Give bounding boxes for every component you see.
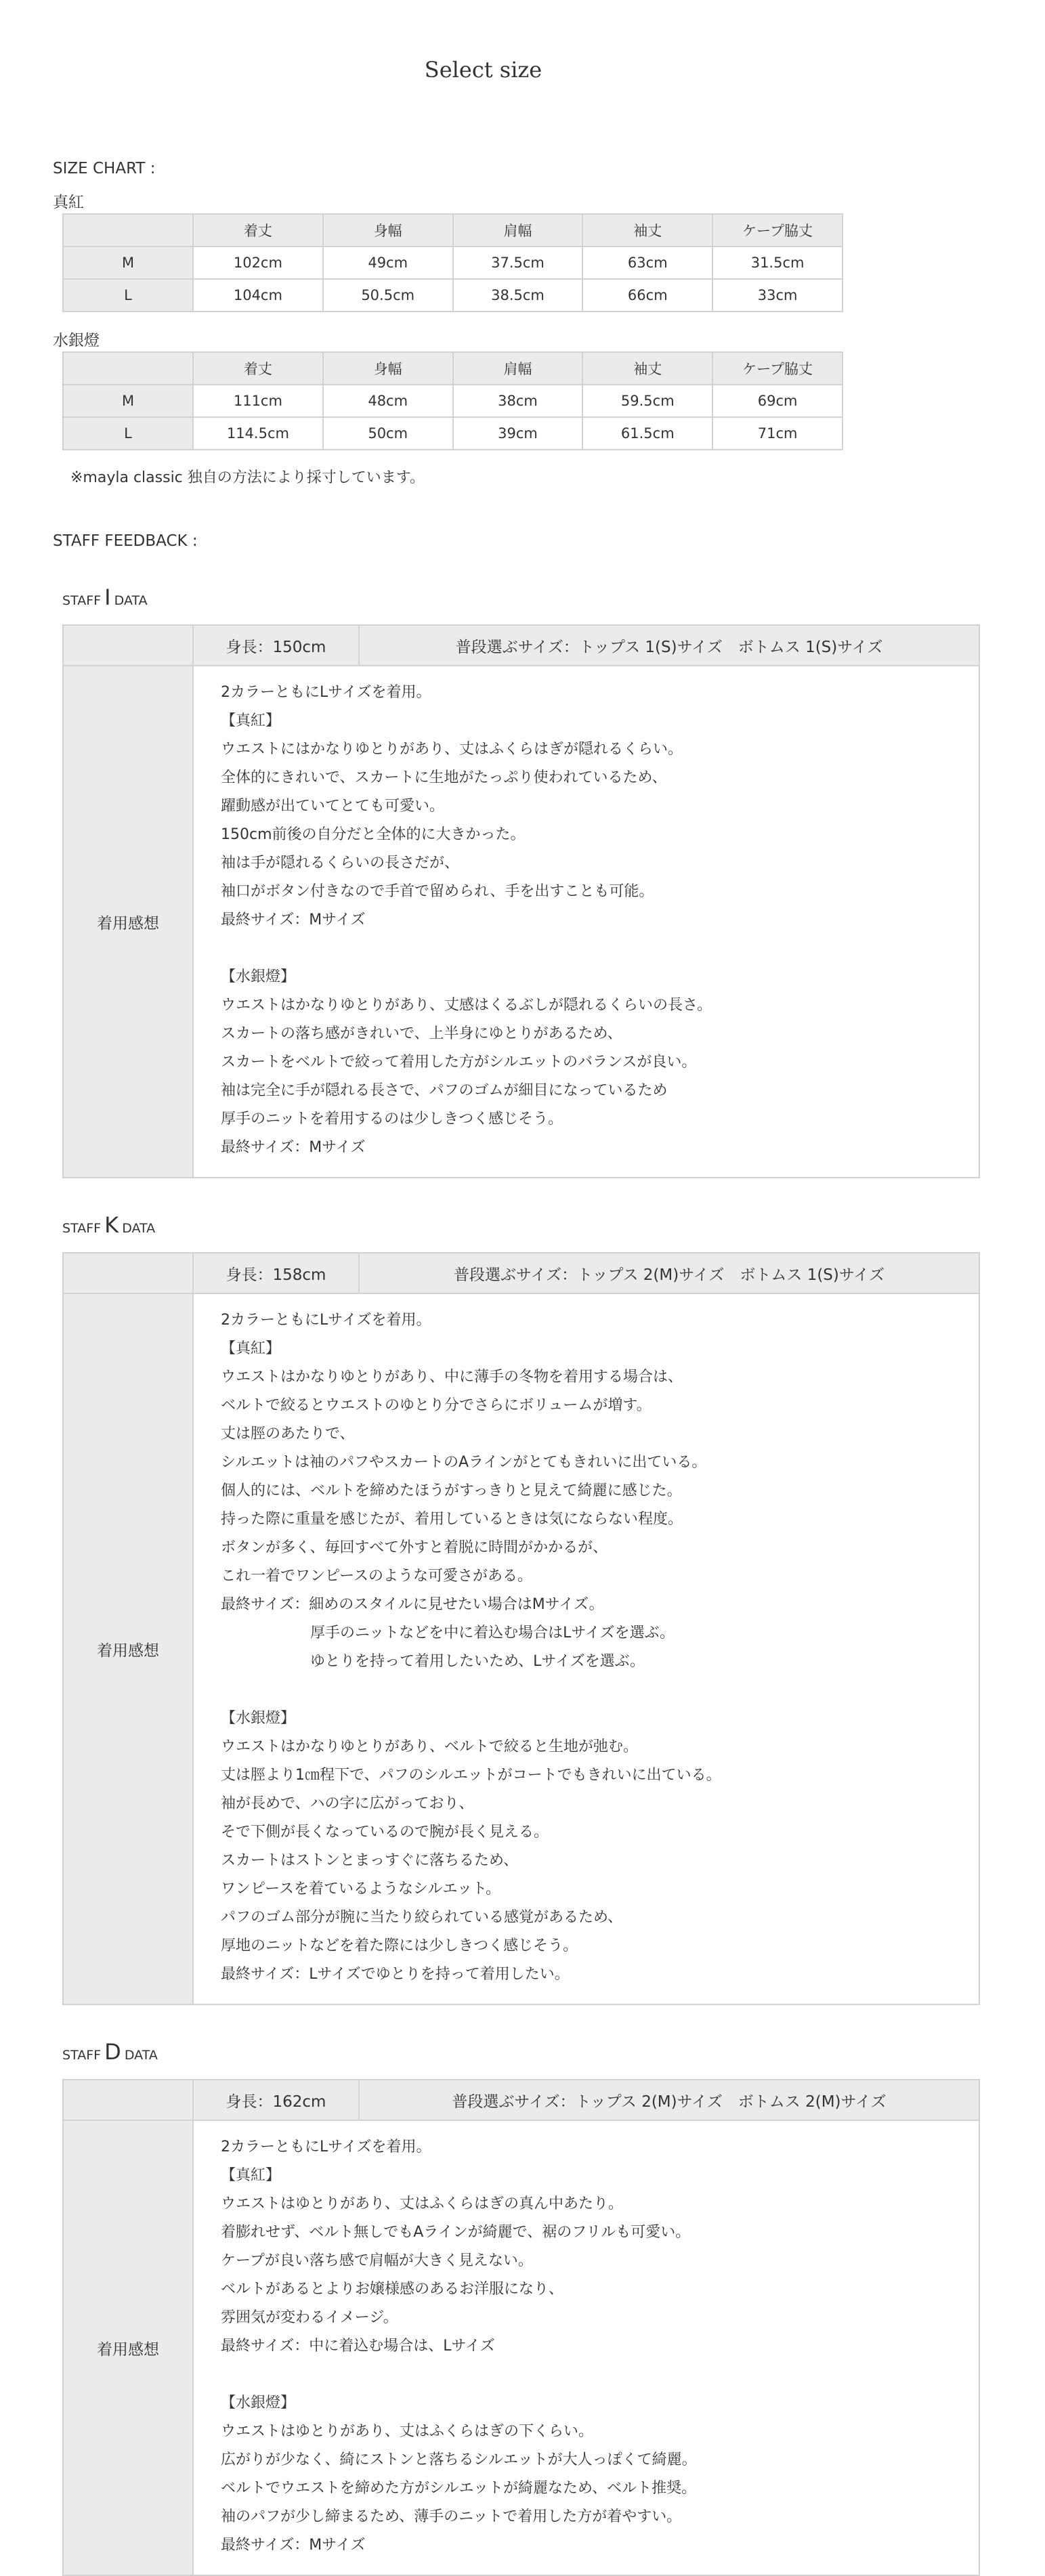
- impression-text: [193, 1293, 979, 2004]
- comment-line: スカートの落ち感がきれいで、上半身にゆとりがあるため、: [221, 1025, 622, 1042]
- table-cell: 50cm: [323, 417, 453, 450]
- staff-initial: I: [104, 584, 111, 610]
- comment-line: 躍動感が出ていてとても可愛い。: [221, 798, 445, 815]
- comment-line: ウエストはゆとりがあり、丈はふくらはぎの真ん中あたり。: [221, 2195, 624, 2212]
- comment-line: 【水銀燈】: [221, 1710, 296, 1727]
- table-cell: 31.5cm: [712, 246, 843, 279]
- staff-comment-row: [63, 666, 979, 1178]
- size-table-shinku: [62, 213, 843, 312]
- column-header: 着丈: [193, 214, 323, 246]
- comment-line: 袖口がボタン付きなので手首で留められ、手を出すことも可能。: [221, 883, 654, 900]
- staff-suffix: DATA: [122, 1221, 156, 1236]
- staff-info-row: [63, 2080, 979, 2120]
- comment-line: 【真紅】: [221, 712, 281, 729]
- table-cell: 39cm: [453, 417, 583, 450]
- staff-table-k: [62, 1252, 980, 2005]
- corner-cell: [63, 352, 193, 385]
- column-header: ケープ脇丈: [712, 352, 843, 385]
- table-cell: 71cm: [712, 417, 843, 450]
- staff-table-d: [62, 2079, 980, 2576]
- size-chart-heading: SIZE CHART :: [53, 160, 156, 177]
- staff-info-row: [63, 1253, 979, 1293]
- size-table-suiginto: [62, 351, 843, 450]
- size-label: L: [63, 279, 193, 312]
- comment-line: これ一着でワンピースのような可愛さがある。: [221, 1568, 533, 1585]
- comment-line: 厚手のニットなどを中に着込む場合はLサイズを選ぶ。: [221, 1625, 675, 1641]
- table-cell: 50.5cm: [323, 279, 453, 312]
- table-cell: 33cm: [712, 279, 843, 312]
- size-table-header-row: [63, 352, 843, 385]
- comment-line: 最終サイズ：Mサイズ: [221, 911, 366, 928]
- color-name-suiginto: 水銀燈: [53, 332, 100, 349]
- staff-feedback-heading: STAFF FEEDBACK :: [53, 532, 198, 550]
- comment-line: 【真紅】: [221, 2167, 281, 2184]
- comment-line: 袖のパフが少し締まるため、薄手のニットで着用した方が着やすい。: [221, 2508, 682, 2525]
- comment-line: パフのゴム部分が腕に当たり絞られている感覚があるため、: [221, 1909, 623, 1926]
- table-cell: 63cm: [582, 246, 712, 279]
- impression-label: 着用感想: [63, 666, 193, 1178]
- comment-line: 雰囲気が変わるイメージ。: [221, 2309, 398, 2326]
- staff-comment-row: [63, 1293, 979, 2004]
- corner-cell: [63, 1253, 193, 1293]
- table-row: [63, 246, 843, 279]
- comment-line: 【真紅】: [221, 1340, 281, 1357]
- impression-text: [193, 666, 979, 1178]
- comment-line: 最終サイズ：細めのスタイルに見せたい場合はMサイズ。: [221, 1596, 604, 1613]
- column-header: 身幅: [323, 352, 453, 385]
- comment-line: 袖が長めで、ハの字に広がっており、: [221, 1795, 474, 1812]
- column-header: 肩幅: [453, 214, 583, 246]
- measurement-note: ※mayla classic 独自の方法により採寸しています。: [70, 469, 425, 486]
- staff-table-i: [62, 624, 980, 1178]
- table-cell: 111cm: [193, 385, 323, 417]
- comment-line: ウエストにはかなりゆとりがあり、丈はふくらはぎが隠れるくらい。: [221, 741, 683, 758]
- comment-line: 最終サイズ：Mサイズ: [221, 1139, 366, 1156]
- comment-line: 袖は手が隠れるくらいの長さだが、: [221, 855, 460, 872]
- table-cell: 69cm: [712, 385, 843, 417]
- comment-line: 持った際に重量を感じたが、着用しているときは気にならない程度。: [221, 1511, 683, 1528]
- impression-label: 着用感想: [63, 1293, 193, 2004]
- column-header: 肩幅: [453, 352, 583, 385]
- staff-height: 身長：158cm: [193, 1253, 359, 1293]
- comment-line: 150cm前後の自分だと全体的に大きかった。: [221, 826, 526, 843]
- staff-initial: D: [104, 2039, 121, 2065]
- comment-line: ベルトでウエストを締めた方がシルエットが綺麗なため、ベルト推奨。: [221, 2480, 697, 2497]
- staff-comment-row: [63, 2120, 979, 2575]
- comment-line: スカートをベルトで絞って着用した方がシルエットのバランスが良い。: [221, 1054, 697, 1071]
- comment-line: 丈は脛のあたりで、: [221, 1425, 355, 1442]
- table-cell: 38cm: [453, 385, 583, 417]
- table-cell: 104cm: [193, 279, 323, 312]
- table-cell: 66cm: [582, 279, 712, 312]
- staff-prefix: STAFF: [62, 593, 102, 608]
- comment-line: [221, 1676, 952, 1704]
- staff-info-row: [63, 625, 979, 666]
- table-cell: 48cm: [323, 385, 453, 417]
- comment-line: 厚手のニットを着用するのは少しきつく感じそう。: [221, 1111, 563, 1128]
- table-cell: 61.5cm: [582, 417, 712, 450]
- size-label: M: [63, 385, 193, 417]
- table-row: [63, 279, 843, 312]
- staff-label-d: [62, 2039, 158, 2065]
- comment-line: [221, 935, 952, 963]
- corner-cell: [63, 214, 193, 246]
- column-header: 袖丈: [582, 352, 712, 385]
- comment-line: 着膨れせず、ベルト無しでもAラインが綺麗で、裾のフリルも可愛い。: [221, 2224, 691, 2241]
- staff-prefix: STAFF: [62, 1221, 102, 1236]
- staff-prefix: STAFF: [62, 2048, 102, 2063]
- comment-line: ウエストはかなりゆとりがあり、丈感はくるぶしが隠れるくらいの長さ。: [221, 997, 712, 1014]
- size-label: L: [63, 417, 193, 450]
- comment-line: そで下側が長くなっているので腕が長く見える。: [221, 1824, 549, 1841]
- comment-line: 2カラーともにLサイズを着用。: [221, 684, 431, 701]
- color-name-shinku: 真紅: [53, 194, 84, 211]
- staff-initial: K: [104, 1212, 119, 1238]
- table-cell: 49cm: [323, 246, 453, 279]
- comment-line: ベルトがあるとよりお嬢様感のあるお洋服になり、: [221, 2281, 564, 2298]
- table-cell: 59.5cm: [582, 385, 712, 417]
- comment-line: スカートはストンとまっすぐに落ちるため、: [221, 1852, 519, 1869]
- staff-height: 身長：162cm: [193, 2080, 359, 2120]
- comment-line: 2カラーともにLサイズを着用。: [221, 1312, 431, 1329]
- table-cell: 114.5cm: [193, 417, 323, 450]
- column-header: 身幅: [323, 214, 453, 246]
- staff-suffix: DATA: [124, 2048, 158, 2063]
- comment-line: 2カラーともにLサイズを着用。: [221, 2139, 431, 2155]
- page-title: Select size: [424, 57, 542, 83]
- comment-line: 【水銀燈】: [221, 968, 296, 985]
- comment-line: 【水銀燈】: [221, 2395, 296, 2411]
- comment-line: 広がりが少なく、綺にストンと落ちるシルエットが大人っぽくて綺麗。: [221, 2451, 697, 2468]
- column-header: ケープ脇丈: [712, 214, 843, 246]
- comment-line: [221, 2361, 952, 2389]
- table-cell: 38.5cm: [453, 279, 583, 312]
- staff-usual-size: 普段選ぶサイズ：トップス 2(M)サイズ ボトムス 2(M)サイズ: [359, 2080, 979, 2120]
- comment-line: 最終サイズ：中に着込む場合は、Lサイズ: [221, 2338, 495, 2355]
- staff-height: 身長：150cm: [193, 625, 359, 666]
- staff-label-i: [62, 584, 148, 610]
- comment-line: ボタンが多く、毎回すべて外すと着脱に時間がかかるが、: [221, 1539, 608, 1556]
- comment-line: ケープが良い落ち感で肩幅が大きく見えない。: [221, 2252, 533, 2269]
- comment-line: ワンピースを着ているようなシルエット。: [221, 1881, 501, 1897]
- corner-cell: [63, 625, 193, 666]
- column-header: 着丈: [193, 352, 323, 385]
- comment-line: 袖は完全に手が隠れる長さで、パフのゴムが細目になっているため: [221, 1082, 668, 1099]
- comment-line: ベルトで絞るとウエストのゆとり分でさらにボリュームが増す。: [221, 1397, 652, 1414]
- comment-line: 最終サイズ：Mサイズ: [221, 2537, 366, 2554]
- comment-line: 厚地のニットなどを着た際には少しきつく感じそう。: [221, 1937, 578, 1954]
- staff-label-k: [62, 1212, 155, 1238]
- comment-line: シルエットは袖のパフやスカートのAラインがとてもきれいに出ている。: [221, 1454, 707, 1471]
- table-row: [63, 385, 843, 417]
- size-table-header-row: [63, 214, 843, 246]
- comment-line: 最終サイズ：Lサイズでゆとりを持って着用したい。: [221, 1966, 570, 1983]
- comment-line: 全体的にきれいで、スカートに生地がたっぷり使われているため、: [221, 769, 667, 786]
- staff-usual-size: 普段選ぶサイズ：トップス 1(S)サイズ ボトムス 1(S)サイズ: [359, 625, 979, 666]
- column-header: 袖丈: [582, 214, 712, 246]
- table-cell: 102cm: [193, 246, 323, 279]
- impression-label: 着用感想: [63, 2120, 193, 2575]
- impression-text: [193, 2120, 979, 2575]
- comment-line: ゆとりを持って着用したいため、Lサイズを選ぶ。: [221, 1653, 645, 1670]
- comment-line: ウエストはゆとりがあり、丈はふくらはぎの下くらい。: [221, 2423, 594, 2440]
- staff-suffix: DATA: [114, 593, 148, 608]
- table-row: [63, 417, 843, 450]
- corner-cell: [63, 2080, 193, 2120]
- comment-line: ウエストはかなりゆとりがあり、中に薄手の冬物を着用する場合は、: [221, 1369, 683, 1386]
- comment-line: ウエストはかなりゆとりがあり、ベルトで絞ると生地が弛む。: [221, 1738, 639, 1755]
- table-cell: 37.5cm: [453, 246, 583, 279]
- comment-line: 丈は脛より1㎝程下で、パフのシルエットがコートでもきれいに出ている。: [221, 1767, 721, 1784]
- comment-line: 個人的には、ベルトを締めたほうがすっきりと見えて綺麗に感じた。: [221, 1482, 682, 1499]
- staff-usual-size: 普段選ぶサイズ：トップス 2(M)サイズ ボトムス 1(S)サイズ: [359, 1253, 979, 1293]
- size-label: M: [63, 246, 193, 279]
